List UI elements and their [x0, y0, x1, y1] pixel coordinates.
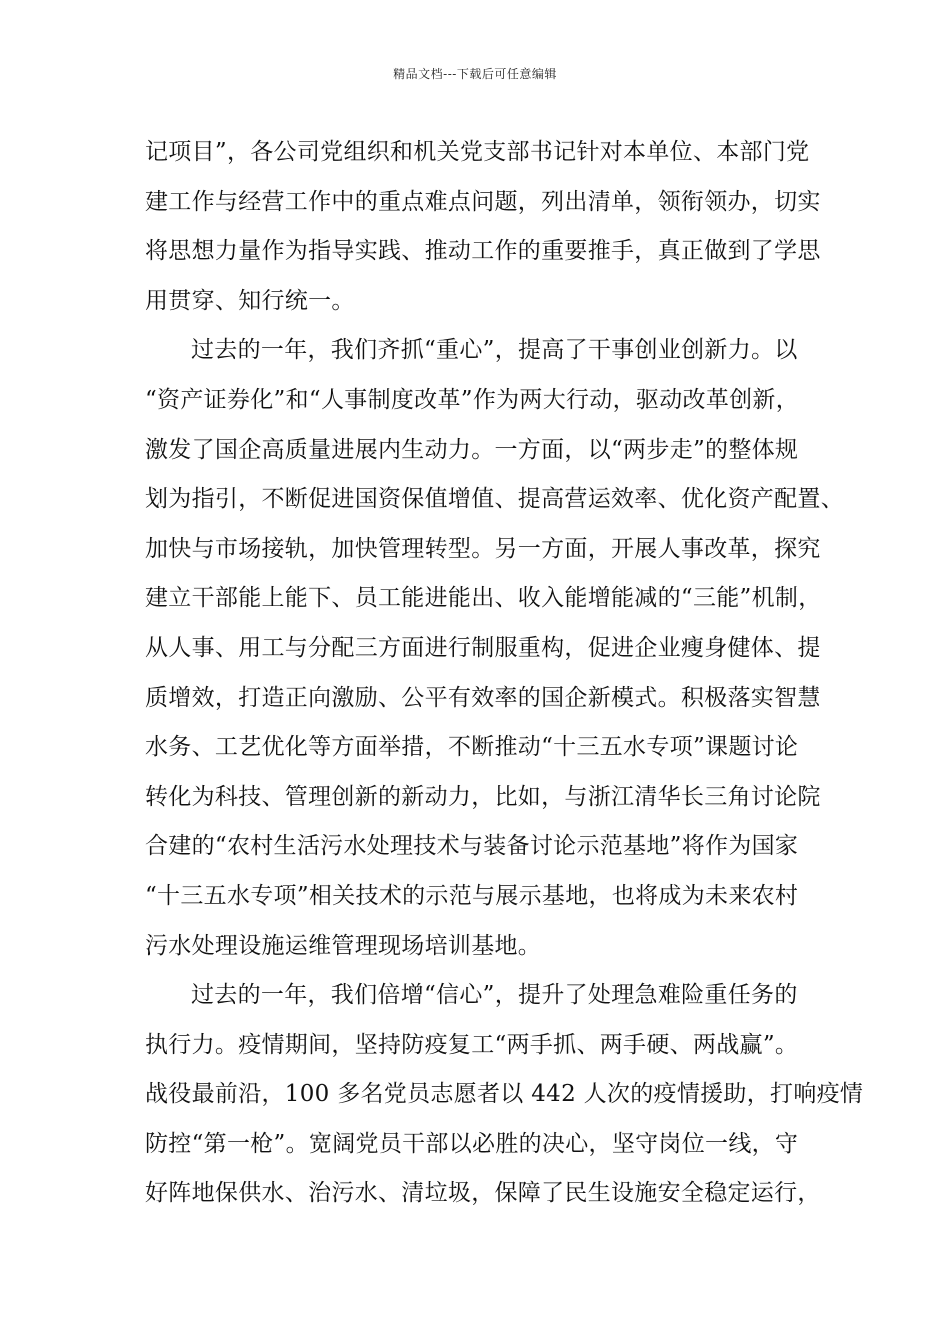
text-line: 将思想力量作为指导实践、推动工作的重要推手，真正做到了学思 [145, 238, 821, 265]
text-line: 合建的“农村生活污水处理技术与装备讨论示范基地”将作为国家 [145, 833, 799, 860]
text-line: 战役最前沿，100 多名党员志愿者以 442 人次的疫情援助，打响疫情 [145, 1081, 864, 1108]
paragraph-2 [145, 326, 844, 971]
text-line: 从人事、用工与分配三方面进行制服重构，促进企业瘦身健体、提 [145, 634, 821, 661]
text-line: 污水处理设施运维管理现场培训基地。 [145, 932, 542, 959]
text-line: 水务、工艺优化等方面举措，不断推动“十三五水专项”课题讨论 [145, 734, 799, 761]
text-line: 建立干部能上能下、员工能进能出、收入能增能减的“三能”机制， [145, 585, 822, 612]
text-line: “资产证券化”和“人事制度改革”作为两大行动，驱动改革创新， [145, 386, 800, 413]
paragraph-3 [145, 971, 864, 1219]
text-line: 用贯穿、知行统一。 [145, 287, 355, 314]
text-line: 过去的一年，我们齐抓“重心”，提高了干事创业创新力。以 [191, 337, 798, 364]
text-line: 转化为科技、管理创新的新动力，比如，与浙江清华长三角讨论院 [145, 783, 821, 810]
text-line: 好阵地保供水、治污水、清垃圾，保障了民生设施安全稳定运行， [145, 1180, 821, 1207]
text-line: 加快与市场接轨，加快管理转型。另一方面，开展人事改革，探究 [145, 535, 821, 562]
text-line: 执行力。疫情期间，坚持防疫复工“两手抓、两手硬、两战赢”。 [145, 1031, 799, 1058]
text-line: 划为指引，不断促进国资保值增值、提高营运效率、优化资产配置、 [145, 486, 844, 513]
text-line: 激发了国企高质量进展内生动力。一方面，以“两步走”的整体规 [145, 436, 799, 463]
text-line: 建工作与经营工作中的重点难点问题，列出清单，领衔领办，切实 [145, 188, 821, 215]
text-line: 质增效，打造正向激励、公平有效率的国企新模式。积极落实智慧 [145, 684, 821, 711]
text-line: 防控“第一枪”。宽阔党员干部以必胜的决心，坚守岗位一线，守 [145, 1130, 799, 1157]
page-header: 精品文档---下载后可任意编辑 [393, 67, 557, 81]
paragraph-1 [145, 128, 825, 326]
text-line: 过去的一年，我们倍增“信心”，提升了处理急难险重任务的 [191, 982, 798, 1009]
text-line: 记项目”，各公司党组织和机关党支部书记针对本单位、本部门党 [145, 139, 810, 165]
text-line: “十三五水专项”相关技术的示范与展示基地，也将成为未来农村 [145, 882, 799, 909]
document-body [145, 128, 864, 1219]
